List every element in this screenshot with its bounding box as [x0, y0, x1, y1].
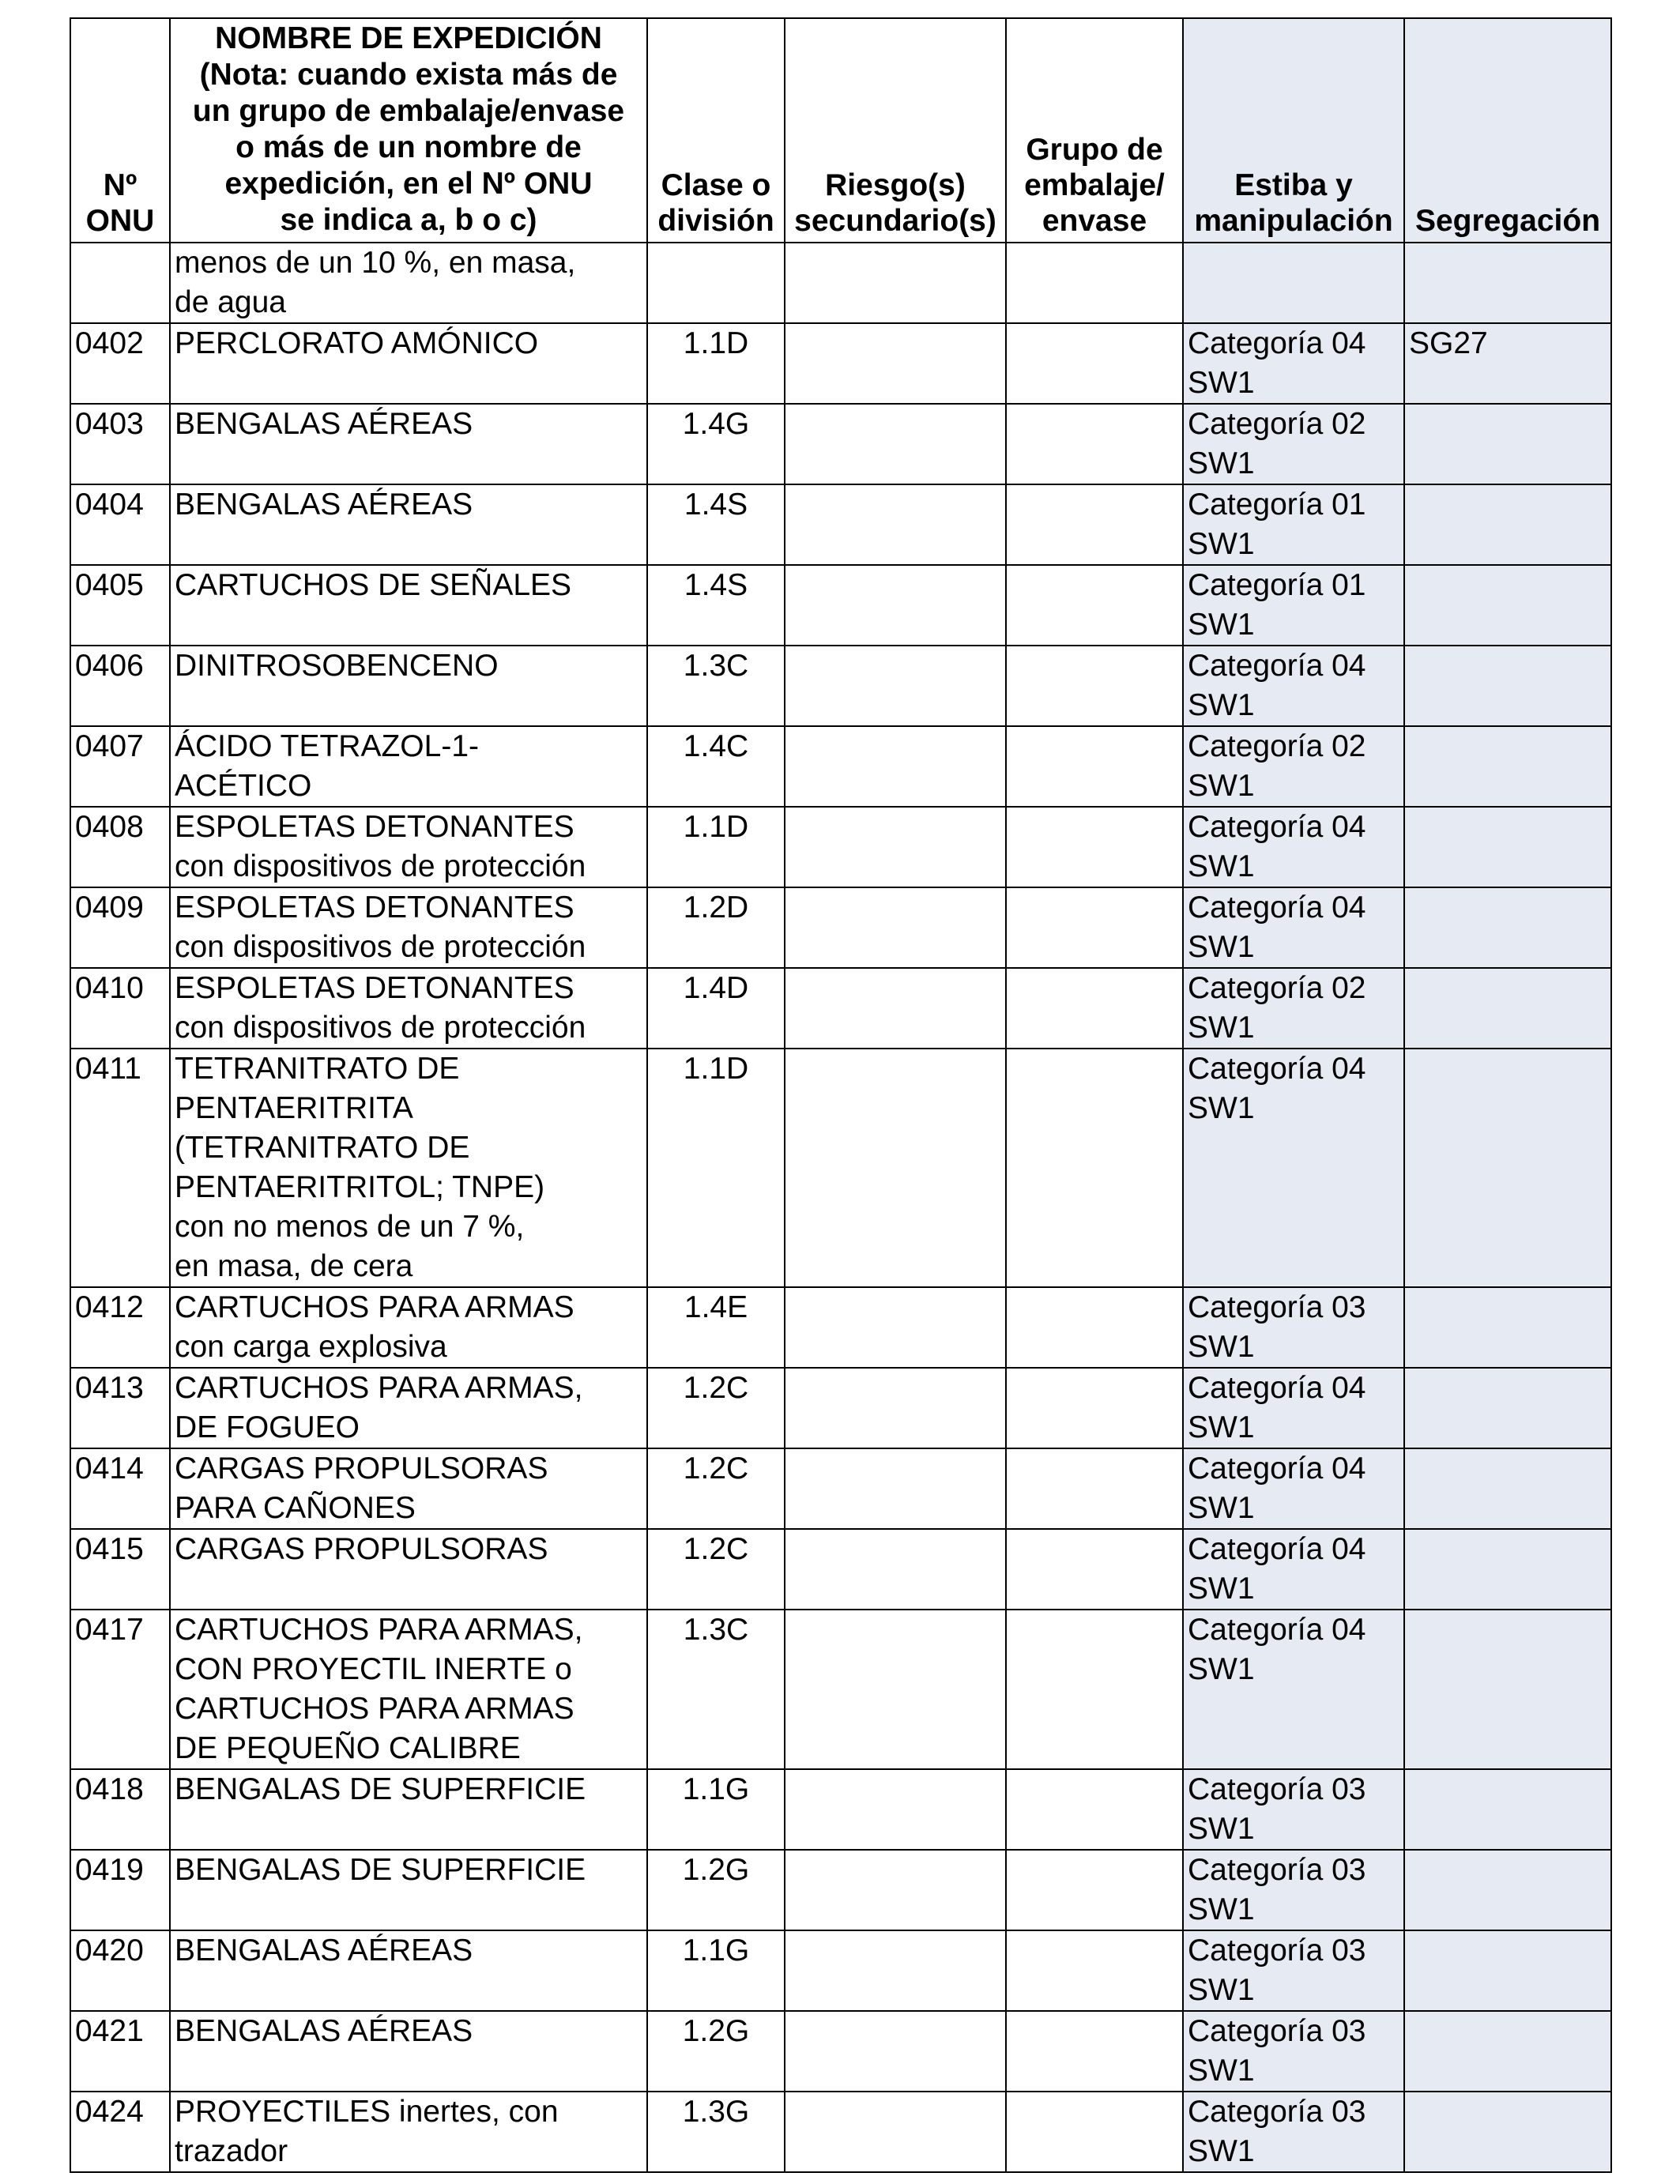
- cell-no-onu: 0417: [70, 1610, 170, 1769]
- cell-estiba-manipulacion: Categoría 04 SW1: [1183, 1529, 1404, 1610]
- cell-estiba-manipulacion: Categoría 03 SW1: [1183, 2092, 1404, 2172]
- cell-nombre-expedicion: BENGALAS AÉREAS: [170, 1930, 647, 2011]
- cell-no-onu: 0412: [70, 1287, 170, 1368]
- cell-no-onu: 0415: [70, 1529, 170, 1610]
- cell-segregacion: [1404, 565, 1611, 646]
- cell-clase-division: 1.1D: [647, 323, 785, 404]
- cell-nombre-expedicion: DINITROSOBENCENO: [170, 646, 647, 726]
- cell-segregacion: [1404, 1529, 1611, 1610]
- cell-segregacion: [1404, 2092, 1611, 2172]
- header-nombre-expedicion: NOMBRE DE EXPEDICIÓN (Nota: cuando exista más de un grupo de embalaje/envase o más de un nombre de expedición, en el Nº ONU se indica a, b o c): [170, 18, 647, 243]
- cell-riesgo-secundario: [785, 1049, 1006, 1287]
- cell-estiba-manipulacion: Categoría 03 SW1: [1183, 1850, 1404, 1930]
- cell-grupo-embalaje: [1006, 1049, 1183, 1287]
- cell-grupo-embalaje: [1006, 1930, 1183, 2011]
- cell-no-onu: 0405: [70, 565, 170, 646]
- cell-no-onu: 0406: [70, 646, 170, 726]
- cell-grupo-embalaje: [1006, 2092, 1183, 2172]
- cell-clase-division: 1.1G: [647, 1769, 785, 1850]
- cell-nombre-expedicion: ÁCIDO TETRAZOL-1- ACÉTICO: [170, 726, 647, 807]
- table-row: [70, 968, 1611, 1049]
- cell-no-onu: 0409: [70, 887, 170, 968]
- cell-clase-division: 1.2C: [647, 1448, 785, 1529]
- cell-no-onu: 0402: [70, 323, 170, 404]
- table-row: [70, 2011, 1611, 2092]
- cell-estiba-manipulacion: Categoría 04 SW1: [1183, 323, 1404, 404]
- table-row: [70, 484, 1611, 565]
- cell-grupo-embalaje: [1006, 1769, 1183, 1850]
- cell-clase-division: 1.2G: [647, 2011, 785, 2092]
- cell-segregacion: [1404, 646, 1611, 726]
- cell-clase-division: 1.3C: [647, 646, 785, 726]
- cell-clase-division: 1.4G: [647, 404, 785, 484]
- cell-estiba-manipulacion: Categoría 01 SW1: [1183, 484, 1404, 565]
- cell-riesgo-secundario: [785, 243, 1006, 323]
- header-grupo-embalaje: Grupo de embalaje/ envase: [1006, 18, 1183, 243]
- cell-estiba-manipulacion: [1183, 243, 1404, 323]
- cell-grupo-embalaje: [1006, 1287, 1183, 1368]
- table-row: [70, 565, 1611, 646]
- cell-nombre-expedicion: BENGALAS DE SUPERFICIE: [170, 1850, 647, 1930]
- header-estiba-manipulacion: Estiba y manipulación: [1183, 18, 1404, 243]
- cell-estiba-manipulacion: Categoría 02 SW1: [1183, 726, 1404, 807]
- cell-riesgo-secundario: [785, 1930, 1006, 2011]
- cell-riesgo-secundario: [785, 646, 1006, 726]
- table-row: [70, 726, 1611, 807]
- cell-riesgo-secundario: [785, 1769, 1006, 1850]
- header-no-onu: Nº ONU: [70, 18, 170, 243]
- cell-clase-division: 1.1G: [647, 1930, 785, 2011]
- cell-estiba-manipulacion: Categoría 02 SW1: [1183, 404, 1404, 484]
- cell-segregacion: [1404, 1049, 1611, 1287]
- header-row: [70, 18, 1611, 243]
- cell-nombre-expedicion: BENGALAS AÉREAS: [170, 404, 647, 484]
- cell-estiba-manipulacion: Categoría 03 SW1: [1183, 2011, 1404, 2092]
- cell-no-onu: 0419: [70, 1850, 170, 1930]
- cell-nombre-expedicion: BENGALAS AÉREAS: [170, 2011, 647, 2092]
- cell-riesgo-secundario: [785, 726, 1006, 807]
- cell-riesgo-secundario: [785, 887, 1006, 968]
- table-row: [70, 1049, 1611, 1287]
- table-row: [70, 1448, 1611, 1529]
- cell-estiba-manipulacion: Categoría 04 SW1: [1183, 887, 1404, 968]
- cell-nombre-expedicion: menos de un 10 %, en masa, de agua: [170, 243, 647, 323]
- cell-grupo-embalaje: [1006, 968, 1183, 1049]
- cell-no-onu: 0411: [70, 1049, 170, 1287]
- cell-segregacion: [1404, 887, 1611, 968]
- cell-clase-division: 1.3G: [647, 2092, 785, 2172]
- cell-clase-division: 1.2D: [647, 887, 785, 968]
- cell-grupo-embalaje: [1006, 646, 1183, 726]
- cell-nombre-expedicion: ESPOLETAS DETONANTES con dispositivos de protección: [170, 887, 647, 968]
- cell-clase-division: 1.1D: [647, 807, 785, 887]
- cell-segregacion: [1404, 1610, 1611, 1769]
- cell-estiba-manipulacion: Categoría 04 SW1: [1183, 1368, 1404, 1448]
- cell-clase-division: 1.4E: [647, 1287, 785, 1368]
- cell-riesgo-secundario: [785, 484, 1006, 565]
- cell-grupo-embalaje: [1006, 1448, 1183, 1529]
- cell-segregacion: [1404, 807, 1611, 887]
- cell-segregacion: [1404, 1368, 1611, 1448]
- header-riesgo-secundario: Riesgo(s) secundario(s): [785, 18, 1006, 243]
- cell-clase-division: 1.4S: [647, 565, 785, 646]
- cell-grupo-embalaje: [1006, 1529, 1183, 1610]
- cell-clase-division: 1.2C: [647, 1529, 785, 1610]
- cell-grupo-embalaje: [1006, 484, 1183, 565]
- cell-estiba-manipulacion: Categoría 02 SW1: [1183, 968, 1404, 1049]
- cell-clase-division: 1.2G: [647, 1850, 785, 1930]
- cell-no-onu: 0407: [70, 726, 170, 807]
- cell-clase-division: 1.4C: [647, 726, 785, 807]
- cell-estiba-manipulacion: Categoría 03 SW1: [1183, 1930, 1404, 2011]
- cell-riesgo-secundario: [785, 807, 1006, 887]
- cell-estiba-manipulacion: Categoría 04 SW1: [1183, 807, 1404, 887]
- table-row: [70, 1769, 1611, 1850]
- cell-riesgo-secundario: [785, 968, 1006, 1049]
- cell-nombre-expedicion: CARTUCHOS PARA ARMAS, CON PROYECTIL INERTE o CARTUCHOS PARA ARMAS DE PEQUEÑO CALIBRE: [170, 1610, 647, 1769]
- cell-nombre-expedicion: PERCLORATO AMÓNICO: [170, 323, 647, 404]
- cell-estiba-manipulacion: Categoría 03 SW1: [1183, 1769, 1404, 1850]
- cell-estiba-manipulacion: Categoría 04 SW1: [1183, 1049, 1404, 1287]
- header-segregacion: Segregación: [1404, 18, 1611, 243]
- table-row: [70, 646, 1611, 726]
- cell-segregacion: [1404, 2011, 1611, 2092]
- cell-estiba-manipulacion: Categoría 04 SW1: [1183, 1610, 1404, 1769]
- cell-grupo-embalaje: [1006, 323, 1183, 404]
- cell-riesgo-secundario: [785, 565, 1006, 646]
- cell-grupo-embalaje: [1006, 404, 1183, 484]
- table-body: [70, 243, 1611, 2172]
- cell-no-onu: 0413: [70, 1368, 170, 1448]
- cell-grupo-embalaje: [1006, 243, 1183, 323]
- cell-riesgo-secundario: [785, 1529, 1006, 1610]
- cell-grupo-embalaje: [1006, 1850, 1183, 1930]
- cell-grupo-embalaje: [1006, 565, 1183, 646]
- cell-no-onu: [70, 243, 170, 323]
- cell-segregacion: [1404, 1930, 1611, 2011]
- cell-segregacion: [1404, 404, 1611, 484]
- cell-segregacion: SG27: [1404, 323, 1611, 404]
- table-row: [70, 887, 1611, 968]
- cell-clase-division: 1.4S: [647, 484, 785, 565]
- table-row: [70, 1529, 1611, 1610]
- cell-nombre-expedicion: ESPOLETAS DETONANTES con dispositivos de protección: [170, 807, 647, 887]
- cell-grupo-embalaje: [1006, 807, 1183, 887]
- cell-grupo-embalaje: [1006, 887, 1183, 968]
- cell-no-onu: 0414: [70, 1448, 170, 1529]
- cell-segregacion: [1404, 243, 1611, 323]
- table-row: [70, 1610, 1611, 1769]
- cell-estiba-manipulacion: Categoría 03 SW1: [1183, 1287, 1404, 1368]
- cell-nombre-expedicion: CARTUCHOS DE SEÑALES: [170, 565, 647, 646]
- cell-no-onu: 0410: [70, 968, 170, 1049]
- cell-segregacion: [1404, 1850, 1611, 1930]
- cell-clase-division: [647, 243, 785, 323]
- cell-riesgo-secundario: [785, 1610, 1006, 1769]
- cell-estiba-manipulacion: Categoría 04 SW1: [1183, 646, 1404, 726]
- table-row: [70, 1287, 1611, 1368]
- table-row: [70, 404, 1611, 484]
- cell-clase-division: 1.3C: [647, 1610, 785, 1769]
- cell-segregacion: [1404, 726, 1611, 807]
- cell-no-onu: 0424: [70, 2092, 170, 2172]
- table-row: [70, 2092, 1611, 2172]
- cell-clase-division: 1.2C: [647, 1368, 785, 1448]
- cell-riesgo-secundario: [785, 2011, 1006, 2092]
- table-row: [70, 243, 1611, 323]
- table-row: [70, 1850, 1611, 1930]
- cell-nombre-expedicion: BENGALAS DE SUPERFICIE: [170, 1769, 647, 1850]
- cell-riesgo-secundario: [785, 1368, 1006, 1448]
- cell-no-onu: 0421: [70, 2011, 170, 2092]
- cell-riesgo-secundario: [785, 1850, 1006, 1930]
- cell-grupo-embalaje: [1006, 726, 1183, 807]
- cell-nombre-expedicion: CARTUCHOS PARA ARMAS, DE FOGUEO: [170, 1368, 647, 1448]
- cell-nombre-expedicion: PROYECTILES inertes, con trazador: [170, 2092, 647, 2172]
- cell-grupo-embalaje: [1006, 1368, 1183, 1448]
- cell-segregacion: [1404, 1287, 1611, 1368]
- cell-no-onu: 0403: [70, 404, 170, 484]
- cell-nombre-expedicion: CARGAS PROPULSORAS: [170, 1529, 647, 1610]
- cell-riesgo-secundario: [785, 404, 1006, 484]
- dangerous-goods-table: [70, 17, 1612, 2173]
- table-row: [70, 1930, 1611, 2011]
- cell-nombre-expedicion: CARGAS PROPULSORAS PARA CAÑONES: [170, 1448, 647, 1529]
- table-row: [70, 323, 1611, 404]
- table-row: [70, 807, 1611, 887]
- cell-segregacion: [1404, 1448, 1611, 1529]
- cell-no-onu: 0408: [70, 807, 170, 887]
- header-clase-division: Clase o división: [647, 18, 785, 243]
- cell-no-onu: 0420: [70, 1930, 170, 2011]
- cell-grupo-embalaje: [1006, 2011, 1183, 2092]
- cell-grupo-embalaje: [1006, 1610, 1183, 1769]
- cell-riesgo-secundario: [785, 2092, 1006, 2172]
- cell-nombre-expedicion: CARTUCHOS PARA ARMAS con carga explosiva: [170, 1287, 647, 1368]
- cell-clase-division: 1.4D: [647, 968, 785, 1049]
- cell-estiba-manipulacion: Categoría 01 SW1: [1183, 565, 1404, 646]
- cell-no-onu: 0404: [70, 484, 170, 565]
- cell-nombre-expedicion: TETRANITRATO DE PENTAERITRITA (TETRANITRATO DE PENTAERITRITOL; TNPE) con no menos de un 7 %, en masa, de cera: [170, 1049, 647, 1287]
- cell-riesgo-secundario: [785, 1287, 1006, 1368]
- cell-segregacion: [1404, 968, 1611, 1049]
- cell-segregacion: [1404, 484, 1611, 565]
- cell-segregacion: [1404, 1769, 1611, 1850]
- cell-nombre-expedicion: BENGALAS AÉREAS: [170, 484, 647, 565]
- cell-nombre-expedicion: ESPOLETAS DETONANTES con dispositivos de protección: [170, 968, 647, 1049]
- cell-riesgo-secundario: [785, 1448, 1006, 1529]
- cell-no-onu: 0418: [70, 1769, 170, 1850]
- cell-estiba-manipulacion: Categoría 04 SW1: [1183, 1448, 1404, 1529]
- table-row: [70, 1368, 1611, 1448]
- cell-clase-division: 1.1D: [647, 1049, 785, 1287]
- cell-riesgo-secundario: [785, 323, 1006, 404]
